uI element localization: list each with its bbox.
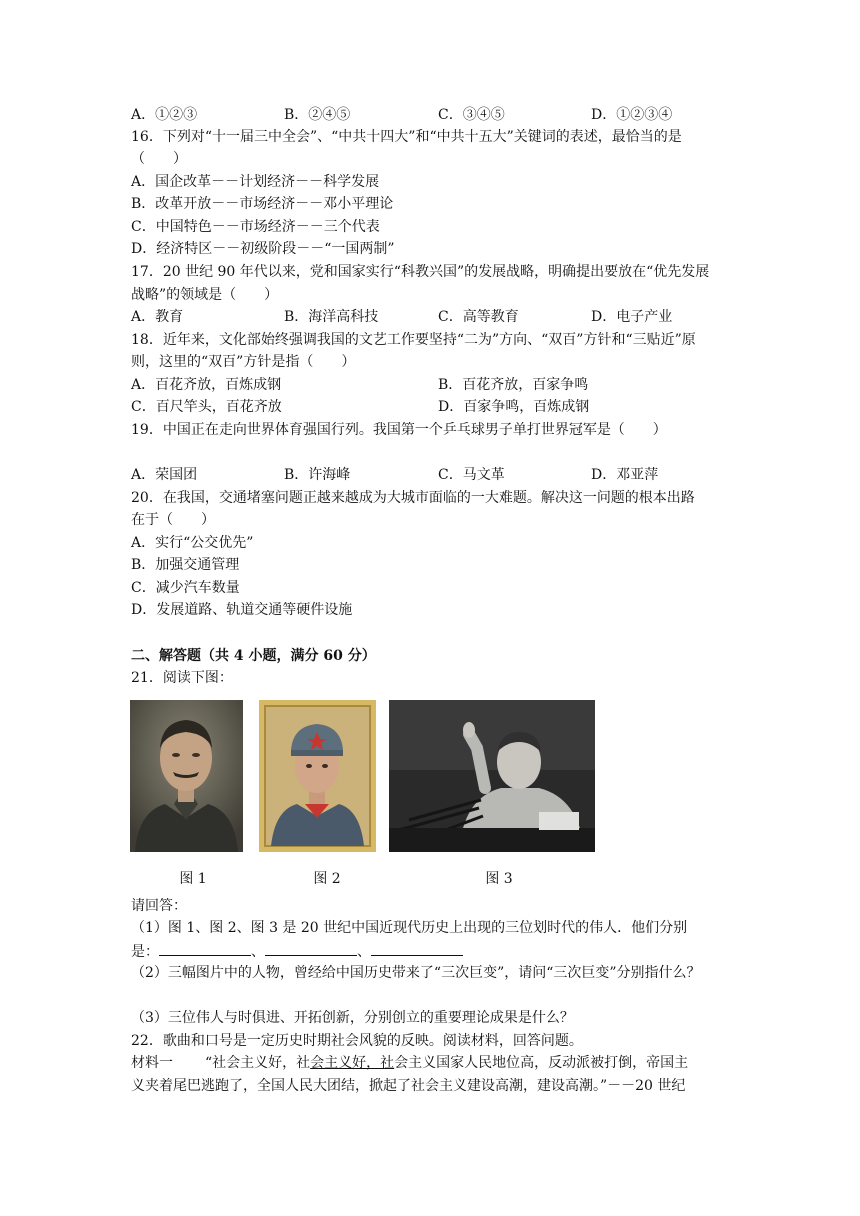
q22-stem: 22．歌曲和口号是一定历史时期社会风貌的反映。阅读材料，回答问题。 [131, 1033, 583, 1049]
q19-option-d: D．邓亚萍 [591, 467, 659, 483]
q18-stem-line1: 18．近年来，文化部始终强调我国的文艺工作要坚持“二为”方向、“双百”方针和“三贴近”原 [131, 332, 696, 348]
figure-1-portrait [130, 700, 243, 852]
blank-separator-1: 、 [251, 944, 265, 960]
q16-paren: （ ） [131, 151, 187, 167]
q17-option-d: D．电子产业 [591, 309, 673, 325]
q16-option-c: C．中国特色－－市场经济－－三个代表 [131, 219, 380, 235]
q15-option-a: A．①②③ [131, 107, 198, 123]
q18-option-d: D．百家争鸣，百炼成钢 [438, 399, 590, 415]
q19-stem: 19．中国正在走向世界体育强国行列。我国第一个乒乓球男子单打世界冠军是（ ） [131, 422, 667, 438]
material-text-a: “社会主义好，社 [205, 1055, 311, 1071]
q17-stem-line2: 战略”的领域是（ ） [131, 287, 279, 303]
material-text-underlined: 会主义好，社 [310, 1055, 395, 1071]
q19-option-b: B．许海峰 [284, 467, 351, 483]
q21-part1-lead: 是： [131, 944, 159, 960]
q17-stem-line1: 17．20 世纪 90 年代以来，党和国家实行“科教兴国”的发展战略，明确提出要放在“优先发展 [131, 264, 710, 280]
material-text-b: 会主义国家人民地位高，反动派被打倒，帝国主 [394, 1055, 689, 1071]
q16-stem: 16．下列对“十一届三中全会”、“中共十四大”和“中共十五大”关键词的表述，最恰当的是 [131, 129, 682, 145]
q15-option-b: B．②④⑤ [284, 107, 351, 123]
q22-material1-line1 [131, 1053, 688, 1073]
answer-blank-1[interactable] [159, 941, 251, 956]
q17-option-c: C．高等教育 [438, 309, 519, 325]
material-label: 材料一 [131, 1055, 173, 1071]
q17-option-b: B．海洋高科技 [284, 309, 379, 325]
q16-option-d: D．经济特区－－初级阶段－－“一国两制” [131, 241, 395, 257]
q18-option-a: A．百花齐放，百炼成钢 [131, 377, 282, 393]
answer-blank-2[interactable] [265, 941, 357, 956]
q15-option-d: D．①②③④ [591, 107, 673, 123]
q20-stem-line1: 20．在我国，交通堵塞问题正越来越成为大城市面临的一大难题。解决这一问题的根本出路 [131, 490, 695, 506]
q21-part1-line2 [131, 941, 463, 962]
q16-option-b: B．改革开放－－市场经济－－邓小平理论 [131, 196, 394, 212]
q15-option-c: C．③④⑤ [438, 107, 505, 123]
figure-1-caption: 图 1 [179, 871, 207, 887]
q21-prompt: 请回答： [131, 898, 187, 914]
q18-option-b: B．百花齐放，百家争鸣 [438, 377, 589, 393]
q18-stem-line2: 则，这里的“双百”方针是指（ ） [131, 354, 356, 370]
q19-option-a: A．荣国团 [131, 467, 198, 483]
figure-2-caption: 图 2 [313, 871, 341, 887]
q19-option-c: C．马文革 [438, 467, 505, 483]
q20-stem-line2: 在于（ ） [131, 512, 215, 528]
section-heading: 二、解答题（共 4 小题，满分 60 分） [131, 648, 376, 664]
answer-blank-3[interactable] [371, 941, 463, 956]
q16-option-a: A．国企改革－－计划经济－－科学发展 [131, 174, 380, 190]
q20-option-c: C．减少汽车数量 [131, 580, 240, 596]
q18-option-c: C．百尺竿头，百花齐放 [131, 399, 282, 415]
q20-option-b: B．加强交通管理 [131, 557, 240, 573]
blank-separator-2: 、 [357, 944, 371, 960]
q21-part2: （2）三幅图片中的人物，曾经给中国历史带来了“三次巨变”，请问“三次巨变”分别指什么？ [131, 965, 701, 981]
q17-option-a: A．教育 [131, 309, 184, 325]
q21-part3: （3）三位伟人与时俱进、开拓创新，分别创立的重要理论成果是什么？ [131, 1010, 574, 1026]
q20-option-d: D．发展道路、轨道交通等硬件设施 [131, 602, 353, 618]
figure-3-caption: 图 3 [485, 871, 513, 887]
figure-2-portrait [259, 700, 376, 852]
q22-material1-line2: 义夹着尾巴逃跑了，全国人民大团结，掀起了社会主义建设高潮，建设高潮。”－－20 世纪 [131, 1078, 686, 1094]
q20-option-a: A．实行“公交优先” [131, 535, 254, 551]
q21-stem: 21．阅读下图： [131, 670, 233, 686]
figure-3-photo [389, 700, 595, 852]
q21-part1-line1: （1）图 1、图 2、图 3 是 20 世纪中国近现代历史上出现的三位划时代的伟人．他们分别 [131, 920, 688, 936]
